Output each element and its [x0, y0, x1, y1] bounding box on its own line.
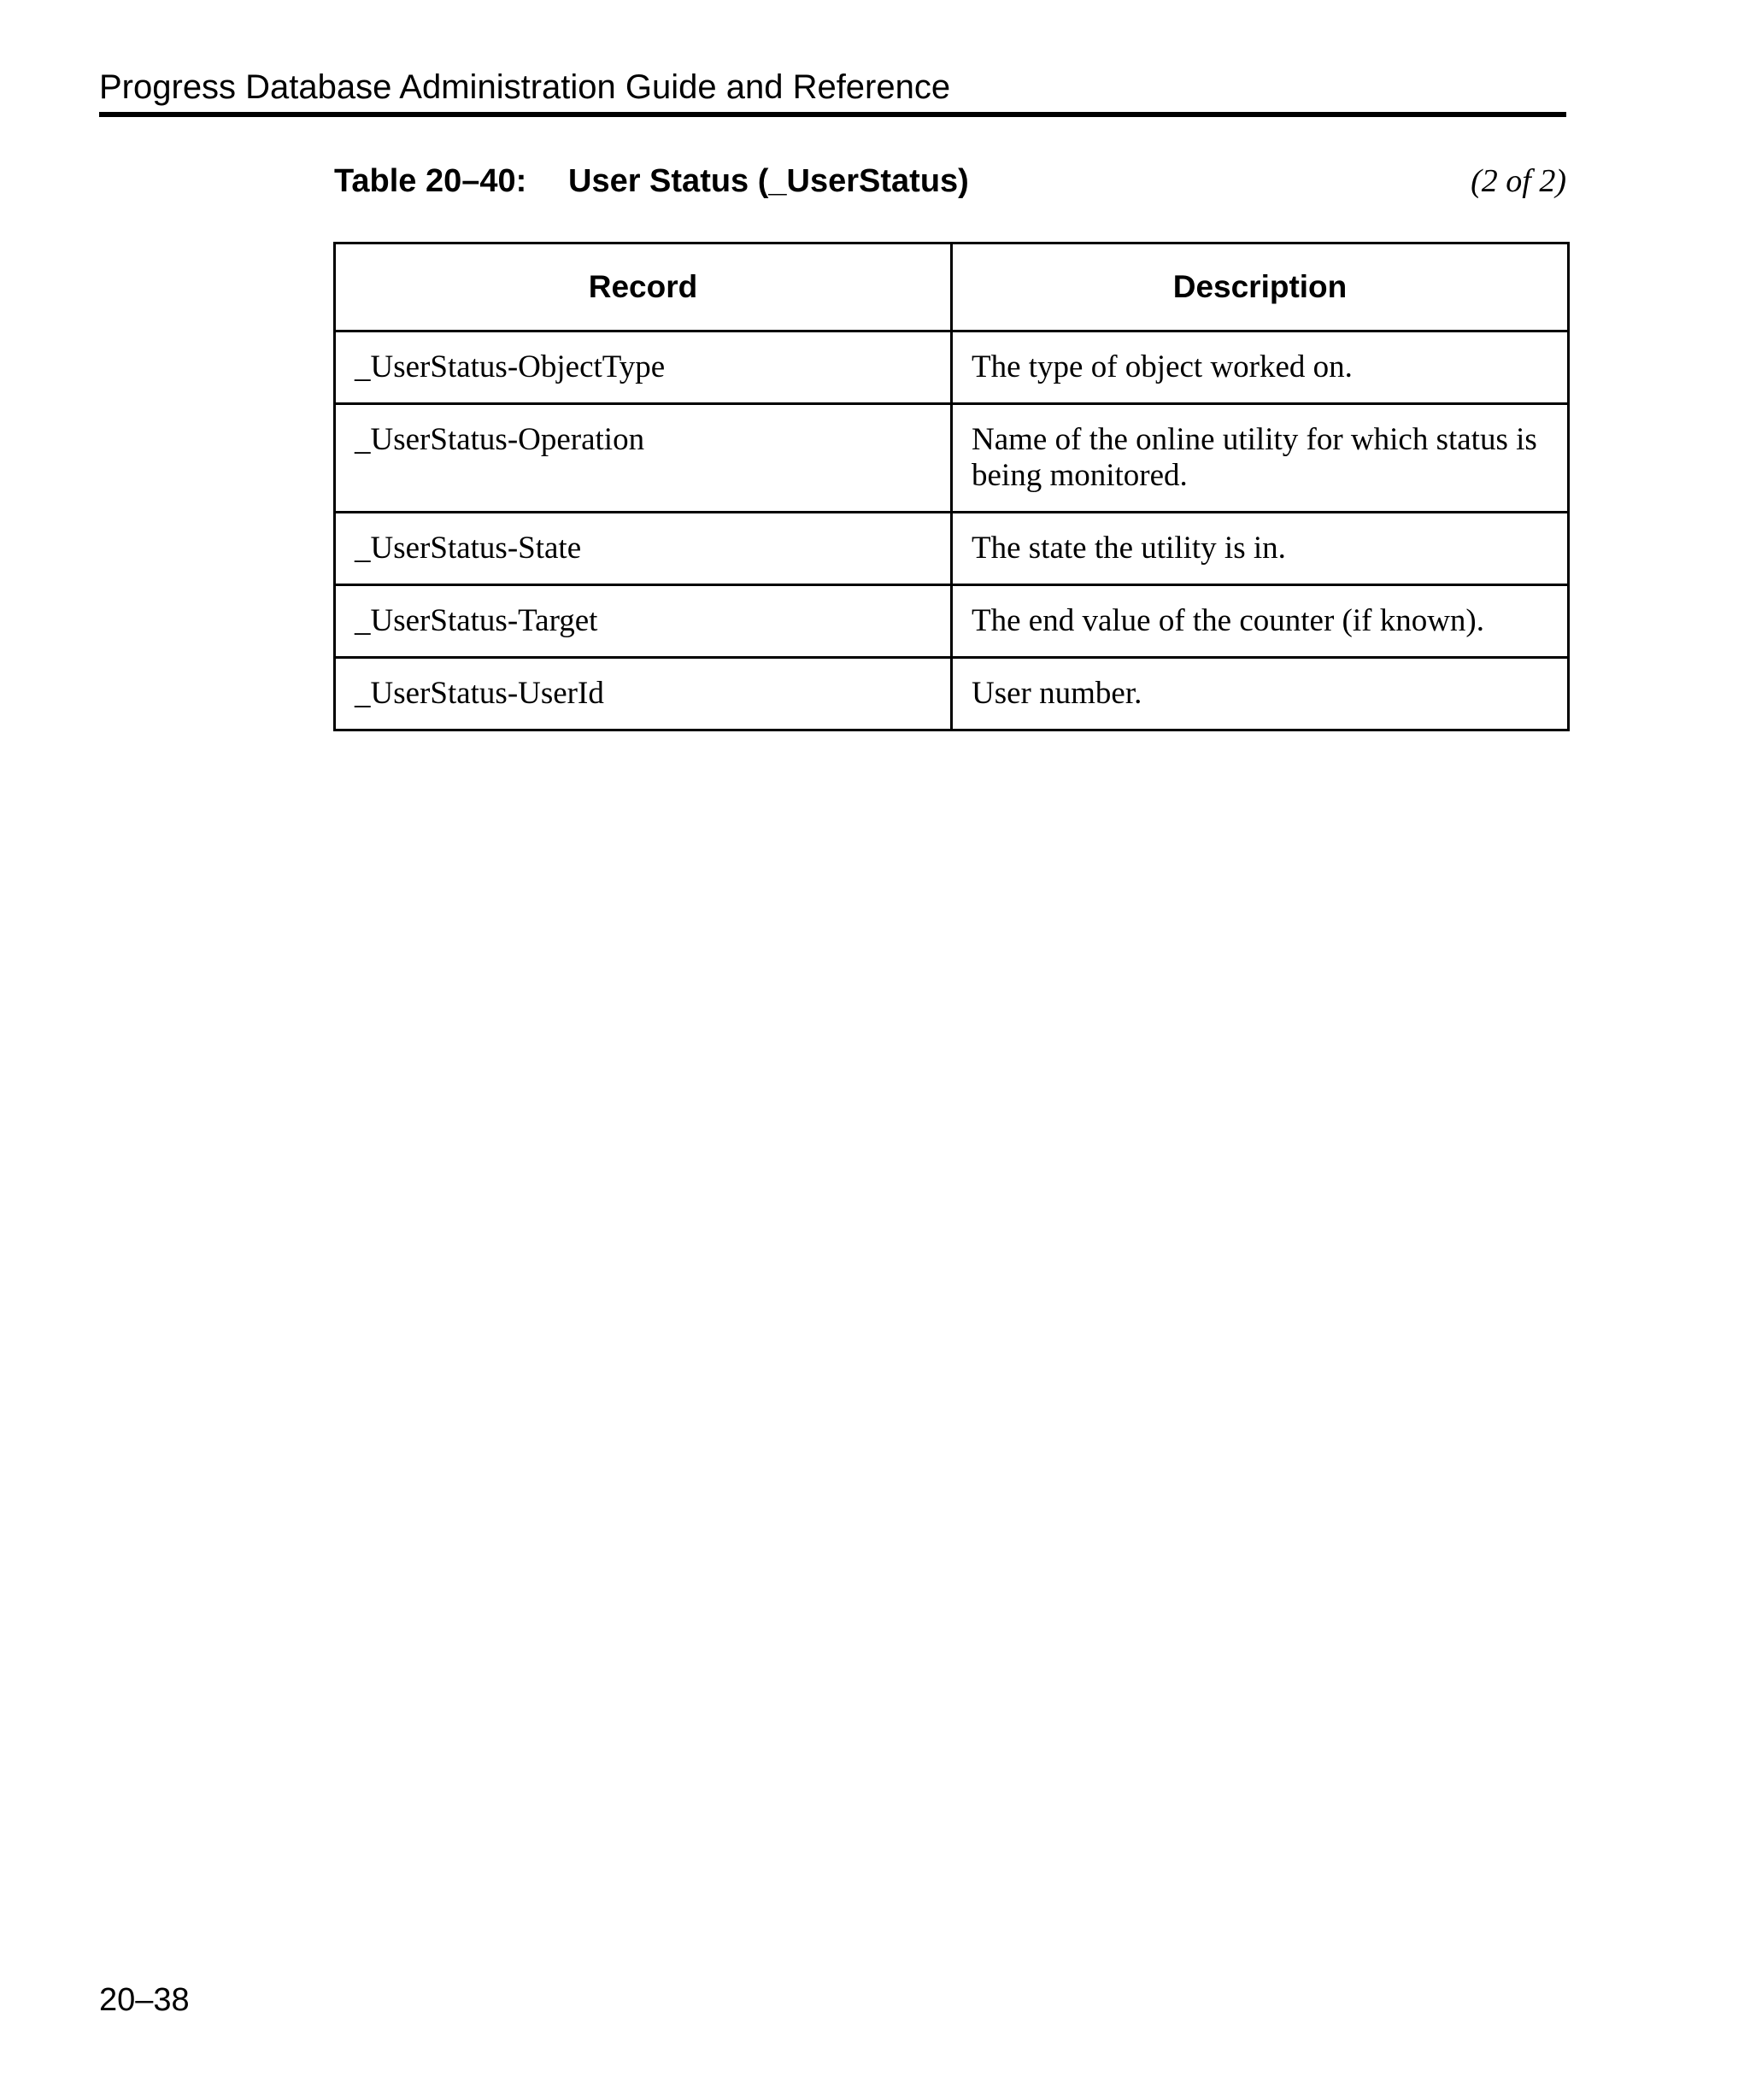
- record-cell: _UserStatus-State: [335, 513, 952, 585]
- caption-left: [334, 163, 969, 200]
- record-cell: _UserStatus-ObjectType: [335, 331, 952, 404]
- record-cell: _UserStatus-Target: [335, 585, 952, 658]
- table-row: [335, 513, 1569, 585]
- table-caption: [334, 159, 1566, 203]
- table-row: [335, 585, 1569, 658]
- caption-title: User Status (_UserStatus): [568, 162, 969, 199]
- table-row: [335, 404, 1569, 513]
- caption-number: Table 20–40:: [334, 162, 527, 199]
- record-cell: _UserStatus-UserId: [335, 658, 952, 730]
- table-row: [335, 331, 1569, 404]
- description-cell: The state the utility is in.: [952, 513, 1569, 585]
- column-header-record: Record: [335, 243, 952, 331]
- table-row: [335, 658, 1569, 730]
- user-status-table: [333, 242, 1570, 731]
- running-header: Progress Database Administration Guide and Reference: [99, 68, 951, 106]
- description-cell: The type of object worked on.: [952, 331, 1569, 404]
- record-cell: _UserStatus-Operation: [335, 404, 952, 513]
- column-header-description: Description: [952, 243, 1569, 331]
- header-rule: [99, 112, 1566, 117]
- table-header-row: [335, 243, 1569, 331]
- description-cell: Name of the online utility for which status is being monitored.: [952, 404, 1569, 513]
- page-number: 20–38: [99, 1982, 190, 2018]
- description-cell: User number.: [952, 658, 1569, 730]
- caption-continuation: (2 of 2): [1471, 163, 1566, 199]
- description-cell: The end value of the counter (if known).: [952, 585, 1569, 658]
